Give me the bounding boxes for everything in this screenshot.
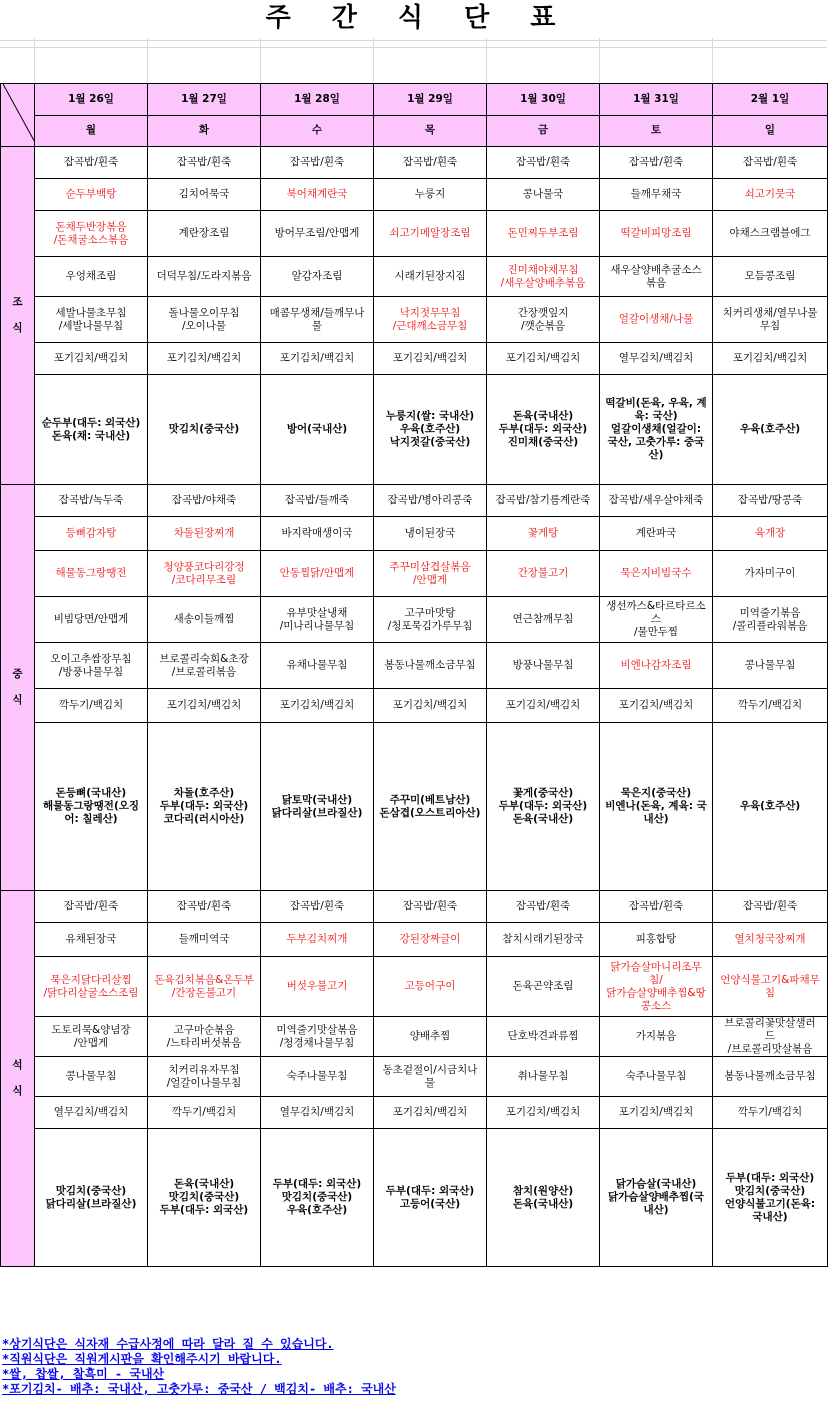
menu-cell: 연근참깨무침: [487, 597, 600, 643]
menu-cell: 오이고추쌈장무침 /방풍나물무침: [35, 643, 148, 689]
origin-cell: 닭가슴살(국내산) 닭가슴살양배추찜(국 내산): [600, 1129, 713, 1267]
menu-cell: 들깨무채국: [600, 179, 713, 211]
menu-cell: 유부맛살냉채 /미나리나물무침: [261, 597, 374, 643]
menu-cell: 얼갈이생채/나물: [600, 297, 713, 343]
menu-row: [1, 1057, 828, 1097]
menu-cell: 잡곡밥/흰죽: [148, 147, 261, 179]
menu-cell: 방풍나물무침: [487, 643, 600, 689]
menu-cell: 새우살양배추굴소스 볶음: [600, 257, 713, 297]
menu-cell: 열무김치/백김치: [600, 343, 713, 375]
menu-cell: 포기김치/백김치: [261, 343, 374, 375]
menu-cell: 깍두기/백김치: [713, 1097, 828, 1129]
menu-cell: 고구마순볶음 /느타리버섯볶음: [148, 1017, 261, 1057]
origin-cell: 묵은지(중국산) 비엔나(돈육, 계육: 국 내산): [600, 723, 713, 891]
weekday-header: 화: [148, 115, 261, 147]
menu-cell: 참치시래기된장국: [487, 923, 600, 957]
menu-cell: 돈육곤약조림: [487, 957, 600, 1017]
menu-cell: 단호박견과류찜: [487, 1017, 600, 1057]
menu-row: [1, 1097, 828, 1129]
menu-cell: 냉이된장국: [374, 517, 487, 551]
menu-cell: 잡곡밥/흰죽: [35, 147, 148, 179]
weekly-menu-table: [0, 83, 828, 1267]
menu-cell: 비빔당면/안맵게: [35, 597, 148, 643]
menu-cell: 콩나물국: [487, 179, 600, 211]
menu-cell: 닭가슴살마니리조무 침/ 닭가슴살양배추찜&땅 콩소스: [600, 957, 713, 1017]
menu-row: [1, 211, 828, 257]
meal-label: 석 식: [1, 891, 35, 1267]
origin-cell: 우육(호주산): [713, 723, 828, 891]
menu-row: [1, 923, 828, 957]
menu-cell: 등뼈감자탕: [35, 517, 148, 551]
note-line: *포기김치- 배추: 국내산, 고춧가루: 중국산 / 백김치- 배추: 국내산: [2, 1382, 396, 1396]
menu-row: [1, 485, 828, 517]
menu-cell: 세발나물초무침 /세발나물무침: [35, 297, 148, 343]
menu-cell: 해물동그랑땡전: [35, 551, 148, 597]
menu-cell: 포기김치/백김치: [487, 689, 600, 723]
menu-cell: 잡곡밥/녹두죽: [35, 485, 148, 517]
menu-cell: 콩나물무침: [35, 1057, 148, 1097]
menu-cell: 청양풍코다리강정 /코다리무조림: [148, 551, 261, 597]
menu-cell: 잡곡밥/참기름계란죽: [487, 485, 600, 517]
diagonal-line: [3, 84, 35, 146]
origin-cell: 꽃게(중국산) 두부(대두: 외국산) 돈육(국내산): [487, 723, 600, 891]
menu-cell: 돈채두반장볶음 /돈채굴소스볶음: [35, 211, 148, 257]
menu-row: [1, 643, 828, 689]
menu-cell: 계란파국: [600, 517, 713, 551]
menu-cell: 잡곡밥/병아리콩죽: [374, 485, 487, 517]
date-header: 2월 1일: [713, 84, 828, 116]
menu-cell: 시래기된장지짐: [374, 257, 487, 297]
origin-cell: 두부(대두: 외국산) 맛김치(중국산) 우육(호주산): [261, 1129, 374, 1267]
origin-row: [1, 1129, 828, 1267]
origin-cell: 우육(호주산): [713, 375, 828, 485]
menu-cell: 잡곡밥/흰죽: [713, 147, 828, 179]
menu-cell: 봄동나물깨소금무침: [713, 1057, 828, 1097]
origin-cell: 두부(대두: 외국산) 맛김치(중국산) 언양식불고기(돈육: 국내산): [713, 1129, 828, 1267]
meal-label: 조 식: [1, 147, 35, 485]
menu-cell: 숙주나물무침: [261, 1057, 374, 1097]
origin-cell: 참치(원양산) 돈육(국내산): [487, 1129, 600, 1267]
menu-cell: 취나물무침: [487, 1057, 600, 1097]
menu-cell: 쇠고기메알장조림: [374, 211, 487, 257]
menu-row: [1, 257, 828, 297]
menu-cell: 매콤무생채/들깨무나 물: [261, 297, 374, 343]
origin-cell: 두부(대두: 외국산) 고등어(국산): [374, 1129, 487, 1267]
menu-cell: 잡곡밥/흰죽: [600, 891, 713, 923]
menu-cell: 언양식불고기&파채무 침: [713, 957, 828, 1017]
menu-cell: 순두부백탕: [35, 179, 148, 211]
menu-cell: 포기김치/백김치: [261, 689, 374, 723]
menu-cell: 간장불고기: [487, 551, 600, 597]
menu-cell: 돌나물오이무침 /오이나물: [148, 297, 261, 343]
menu-cell: 계란장조림: [148, 211, 261, 257]
menu-row: [1, 689, 828, 723]
menu-cell: 가지볶음: [600, 1017, 713, 1057]
menu-cell: 숙주나물무침: [600, 1057, 713, 1097]
date-header: 1월 29일: [374, 84, 487, 116]
menu-cell: 포기김치/백김치: [148, 689, 261, 723]
weekday-header: 토: [600, 115, 713, 147]
note-line: *쌀, 찹쌀, 찰흑미 - 국내산: [2, 1367, 165, 1381]
menu-row: [1, 551, 828, 597]
menu-row: [1, 597, 828, 643]
corner-cell: [1, 84, 35, 147]
menu-cell: 포기김치/백김치: [374, 343, 487, 375]
menu-cell: 낙지젓무무침 /근대깨소금무침: [374, 297, 487, 343]
page-title: 주 간 식 단 표: [265, 3, 572, 33]
menu-cell: 잡곡밥/흰죽: [261, 147, 374, 179]
menu-row: [1, 297, 828, 343]
menu-cell: 잡곡밥/들깨죽: [261, 485, 374, 517]
origin-cell: 닭토막(국내산) 닭다리살(브라질산): [261, 723, 374, 891]
menu-cell: 포기김치/백김치: [148, 343, 261, 375]
menu-cell: 잡곡밥/야채죽: [148, 485, 261, 517]
menu-cell: 브로콜리꽃맛살샐러 드 /브로콜리맛살볶음: [713, 1017, 828, 1057]
menu-cell: 모듬콩조림: [713, 257, 828, 297]
menu-cell: 새송이들깨찜: [148, 597, 261, 643]
menu-cell: 돈육김치볶음&온두부 /간장돈불고기: [148, 957, 261, 1017]
notes: [2, 1337, 832, 1397]
menu-cell: 유채나물무침: [261, 643, 374, 689]
menu-cell: 바지락매생이국: [261, 517, 374, 551]
menu-cell: 꽃게탕: [487, 517, 600, 551]
menu-cell: 치커리유자무침 /얼갈이나물무침: [148, 1057, 261, 1097]
origin-cell: 떡갈비(돈육, 우육, 계 육: 국산) 얼갈이생채(얼갈이: 국산, 고춧가루: 중국 산): [600, 375, 713, 485]
menu-cell: 동초겉절이/시금치나 물: [374, 1057, 487, 1097]
menu-cell: 잡곡밥/흰죽: [261, 891, 374, 923]
menu-cell: 묵은지비빔국수: [600, 551, 713, 597]
menu-cell: 포기김치/백김치: [35, 343, 148, 375]
menu-cell: 버섯우불고기: [261, 957, 374, 1017]
origin-cell: 맛김치(중국산): [148, 375, 261, 485]
spreadsheet-gridlines: [0, 38, 827, 83]
menu-cell: 더덕무침/도라지볶음: [148, 257, 261, 297]
menu-cell: 열치청국장찌개: [713, 923, 828, 957]
origin-cell: 누룽지(쌀: 국내산) 우육(호주산) 낙지젓갈(중국산): [374, 375, 487, 485]
origin-cell: 주꾸미(베트남산) 돈삼겹(오스트리아산): [374, 723, 487, 891]
menu-cell: 잡곡밥/흰죽: [487, 891, 600, 923]
menu-cell: 브로콜리숙회&초장 /브로콜리볶음: [148, 643, 261, 689]
menu-cell: 포기김치/백김치: [487, 1097, 600, 1129]
menu-cell: 돈민찌두부조림: [487, 211, 600, 257]
menu-cell: 쇠고기뭇국: [713, 179, 828, 211]
menu-cell: 포기김치/백김치: [374, 1097, 487, 1129]
menu-cell: 야채스크램블에그: [713, 211, 828, 257]
menu-row: [1, 891, 828, 923]
menu-cell: 누룽지: [374, 179, 487, 211]
origin-cell: 돈등뼈(국내산) 해물동그랑땡전(오징 어: 칠레산): [35, 723, 148, 891]
menu-cell: 깍두기/백김치: [148, 1097, 261, 1129]
menu-cell: 피홍합탕: [600, 923, 713, 957]
menu-cell: 잡곡밥/땅콩죽: [713, 485, 828, 517]
origin-cell: 돈육(국내산) 두부(대두: 외국산) 진미채(중국산): [487, 375, 600, 485]
origin-cell: 순두부(대두: 외국산) 돈육(채: 국내산): [35, 375, 148, 485]
menu-cell: 열무김치/백김치: [261, 1097, 374, 1129]
menu-cell: 알감자조림: [261, 257, 374, 297]
menu-cell: 잡곡밥/흰죽: [35, 891, 148, 923]
menu-cell: 묵은지닭다리살찜 /닭다리살굴소스조림: [35, 957, 148, 1017]
menu-cell: 고구마맛탕 /청포묵김가루무침: [374, 597, 487, 643]
menu-row: [1, 147, 828, 179]
menu-cell: 주꾸미삼겹살볶음 /안맵게: [374, 551, 487, 597]
menu-cell: 콩나물무침: [713, 643, 828, 689]
date-header: 1월 27일: [148, 84, 261, 116]
menu-row: [1, 957, 828, 1017]
origin-cell: 차돌(호주산) 두부(대두: 외국산) 코다리(러시아산): [148, 723, 261, 891]
menu-cell: 들깨미역국: [148, 923, 261, 957]
menu-cell: 잡곡밥/새우살야채죽: [600, 485, 713, 517]
menu-cell: 간장깻잎지 /깻순볶음: [487, 297, 600, 343]
menu-cell: 잡곡밥/흰죽: [148, 891, 261, 923]
origin-cell: 방어(국내산): [261, 375, 374, 485]
menu-cell: 포기김치/백김치: [374, 689, 487, 723]
menu-cell: 우엉채조림: [35, 257, 148, 297]
menu-cell: 안동찜닭/안맵게: [261, 551, 374, 597]
origin-row: [1, 375, 828, 485]
menu-cell: 진미채야채무침 /새우살양배추볶음: [487, 257, 600, 297]
weekday-header: 목: [374, 115, 487, 147]
weekday-header: 금: [487, 115, 600, 147]
menu-cell: 잡곡밥/흰죽: [600, 147, 713, 179]
menu-cell: 포기김치/백김치: [600, 689, 713, 723]
menu-cell: 미역줄기맛살볶음 /청경채나물무침: [261, 1017, 374, 1057]
menu-cell: 북어채계란국: [261, 179, 374, 211]
menu-cell: 잡곡밥/흰죽: [713, 891, 828, 923]
weekday-header: 월: [35, 115, 148, 147]
note-line: *직원식단은 직원게시판을 확인해주시기 바랍니다.: [2, 1352, 282, 1366]
menu-cell: 유채된장국: [35, 923, 148, 957]
menu-cell: 육개장: [713, 517, 828, 551]
weekday-header: 일: [713, 115, 828, 147]
menu-cell: 차돌된장찌개: [148, 517, 261, 551]
menu-cell: 포기김치/백김치: [713, 343, 828, 375]
menu-row: [1, 179, 828, 211]
menu-cell: 김치어묵국: [148, 179, 261, 211]
menu-cell: 포기김치/백김치: [487, 343, 600, 375]
weekday-header: 수: [261, 115, 374, 147]
menu-cell: 가자미구이: [713, 551, 828, 597]
menu-cell: 깍두기/백김치: [35, 689, 148, 723]
date-header: 1월 28일: [261, 84, 374, 116]
note-line: *상기식단은 식자재 수급사정에 따라 달라 질 수 있습니다.: [2, 1337, 334, 1351]
date-header: 1월 26일: [35, 84, 148, 116]
date-header: 1월 30일: [487, 84, 600, 116]
menu-cell: 미역줄기볶음 /콜리플라워볶음: [713, 597, 828, 643]
menu-cell: 떡갈비피망조림: [600, 211, 713, 257]
origin-cell: 돈육(국내산) 맛김치(중국산) 두부(대두: 외국산): [148, 1129, 261, 1267]
menu-cell: 치커리생채/열무나물 무침: [713, 297, 828, 343]
menu-cell: 고등어구이: [374, 957, 487, 1017]
menu-row: [1, 343, 828, 375]
menu-cell: 강된장짜글이: [374, 923, 487, 957]
menu-cell: 열무김치/백김치: [35, 1097, 148, 1129]
menu-cell: 봄동나물깨소금무침: [374, 643, 487, 689]
menu-cell: 두부김치찌개: [261, 923, 374, 957]
menu-cell: 양배추찜: [374, 1017, 487, 1057]
date-header: 1월 31일: [600, 84, 713, 116]
menu-cell: 비엔나감자조림: [600, 643, 713, 689]
menu-cell: 깍두기/백김치: [713, 689, 828, 723]
menu-cell: 포기김치/백김치: [600, 1097, 713, 1129]
menu-cell: 생선까스&타르타르소 스 /물만두찜: [600, 597, 713, 643]
origin-row: [1, 723, 828, 891]
meal-label: 중 식: [1, 485, 35, 891]
menu-row: [1, 517, 828, 551]
menu-cell: 잡곡밥/흰죽: [374, 147, 487, 179]
menu-row: [1, 1017, 828, 1057]
menu-cell: 잡곡밥/흰죽: [374, 891, 487, 923]
menu-cell: 방어무조림/안맵게: [261, 211, 374, 257]
origin-cell: 맛김치(중국산) 닭다리살(브라질산): [35, 1129, 148, 1267]
menu-cell: 도토리묵&양념장 /안맵게: [35, 1017, 148, 1057]
menu-cell: 잡곡밥/흰죽: [487, 147, 600, 179]
